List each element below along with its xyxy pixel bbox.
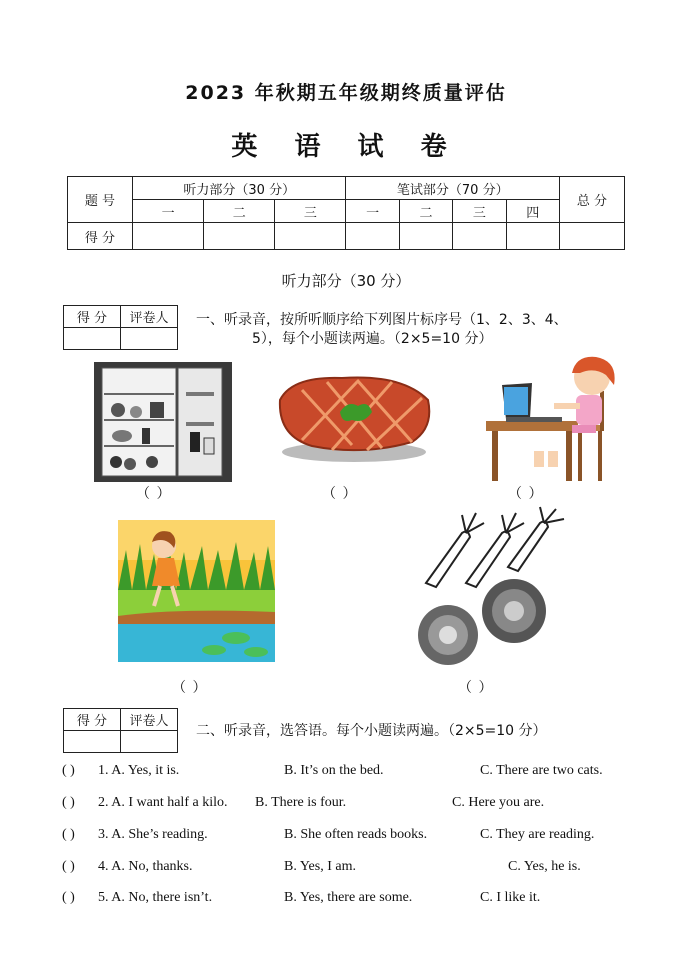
grader-score-label: 得 分 — [64, 306, 121, 328]
score-cell[interactable] — [346, 223, 399, 250]
answer-blank[interactable]: ( ) — [62, 827, 75, 842]
total-header: 总 分 — [560, 177, 625, 223]
picture-3-blank[interactable]: （ ） — [508, 486, 544, 502]
listening-col: 二 — [204, 200, 275, 223]
question-row — [62, 890, 662, 910]
girl-laptop-image — [484, 355, 624, 485]
writing-col: 一 — [346, 200, 399, 223]
steak-image — [272, 370, 436, 465]
listening-section-heading: 听力部分（30 分） — [281, 272, 411, 290]
question-option-b: B. Yes, there are some. — [284, 890, 413, 905]
question-row — [62, 795, 662, 815]
grader-name-label: 评卷人 — [121, 709, 178, 731]
part1-instruction-line2: 5），每个小题读两遍。（2×5=10 分） — [252, 331, 493, 347]
answer-blank[interactable]: ( ) — [62, 795, 75, 810]
question-option-a: 5. A. No, there isn’t. — [98, 890, 213, 905]
grader-name-cell[interactable] — [121, 731, 178, 753]
score-cell[interactable] — [204, 223, 275, 250]
question-option-c: C. They are reading. — [480, 827, 595, 842]
score-cell[interactable] — [453, 223, 506, 250]
row-label-question-number: 题 号 — [68, 177, 133, 223]
picture-2-blank[interactable]: （ ） — [322, 486, 358, 502]
score-cell[interactable] — [560, 223, 625, 250]
question-option-a: 4. A. No, thanks. — [98, 859, 193, 874]
score-cell[interactable] — [399, 223, 452, 250]
listening-group-header: 听力部分（30 分） — [133, 177, 346, 200]
exam-subtitle: 英 语 试 卷 — [231, 132, 461, 162]
part2-instruction: 二、听录音，选答语。每个小题读两遍。（2×5=10 分） — [196, 723, 547, 739]
fridge-image — [94, 362, 232, 482]
score-table — [67, 176, 625, 250]
score-cell[interactable] — [506, 223, 559, 250]
question-row — [62, 763, 662, 783]
question-option-a: 2. A. I want half a kilo. — [98, 795, 228, 810]
question-option-a: 3. A. She’s reading. — [98, 827, 208, 842]
exam-title: 2023 年秋期五年级期终质量评估 — [185, 82, 507, 104]
question-option-b: B. Yes, I am. — [284, 859, 356, 874]
score-cell[interactable] — [133, 223, 204, 250]
picture-5-blank[interactable]: （ ） — [458, 680, 494, 696]
writing-col: 四 — [506, 200, 559, 223]
question-row — [62, 859, 662, 879]
girl-river-image — [118, 520, 275, 662]
grader-name-label: 评卷人 — [121, 306, 178, 328]
question-option-c: C. Yes, he is. — [508, 859, 581, 874]
grader-box-part1 — [63, 305, 178, 350]
row-label-score: 得 分 — [68, 223, 133, 250]
score-cell[interactable] — [275, 223, 346, 250]
grader-score-cell[interactable] — [64, 328, 121, 350]
question-option-b: B. It’s on the bed. — [284, 763, 384, 778]
answer-blank[interactable]: ( ) — [62, 763, 75, 778]
question-option-b: B. There is four. — [255, 795, 347, 810]
writing-col: 二 — [399, 200, 452, 223]
question-option-a: 1. A. Yes, it is. — [98, 763, 180, 778]
question-row — [62, 827, 662, 847]
grader-score-label: 得 分 — [64, 709, 121, 731]
writing-group-header: 笔试部分（70 分） — [346, 177, 560, 200]
question-option-c: C. There are two cats. — [480, 763, 603, 778]
picture-4-blank[interactable]: （ ） — [172, 680, 208, 696]
question-option-c: C. Here you are. — [452, 795, 545, 810]
grader-score-cell[interactable] — [64, 731, 121, 753]
writing-col: 三 — [453, 200, 506, 223]
picture-1-blank[interactable]: （ ） — [136, 486, 172, 502]
question-option-c: C. I like it. — [480, 890, 541, 905]
part1-instruction-line1: 一、听录音，按所听顺序给下列图片标序号（1、2、3、4、 — [196, 312, 568, 328]
listening-col: 一 — [133, 200, 204, 223]
grader-box-part2 — [63, 708, 178, 753]
question-option-b: B. She often reads books. — [284, 827, 428, 842]
grader-name-cell[interactable] — [121, 328, 178, 350]
listening-col: 三 — [275, 200, 346, 223]
carrots-cabbages-image — [410, 505, 570, 670]
answer-blank[interactable]: ( ) — [62, 859, 75, 874]
answer-blank[interactable]: ( ) — [62, 890, 75, 905]
